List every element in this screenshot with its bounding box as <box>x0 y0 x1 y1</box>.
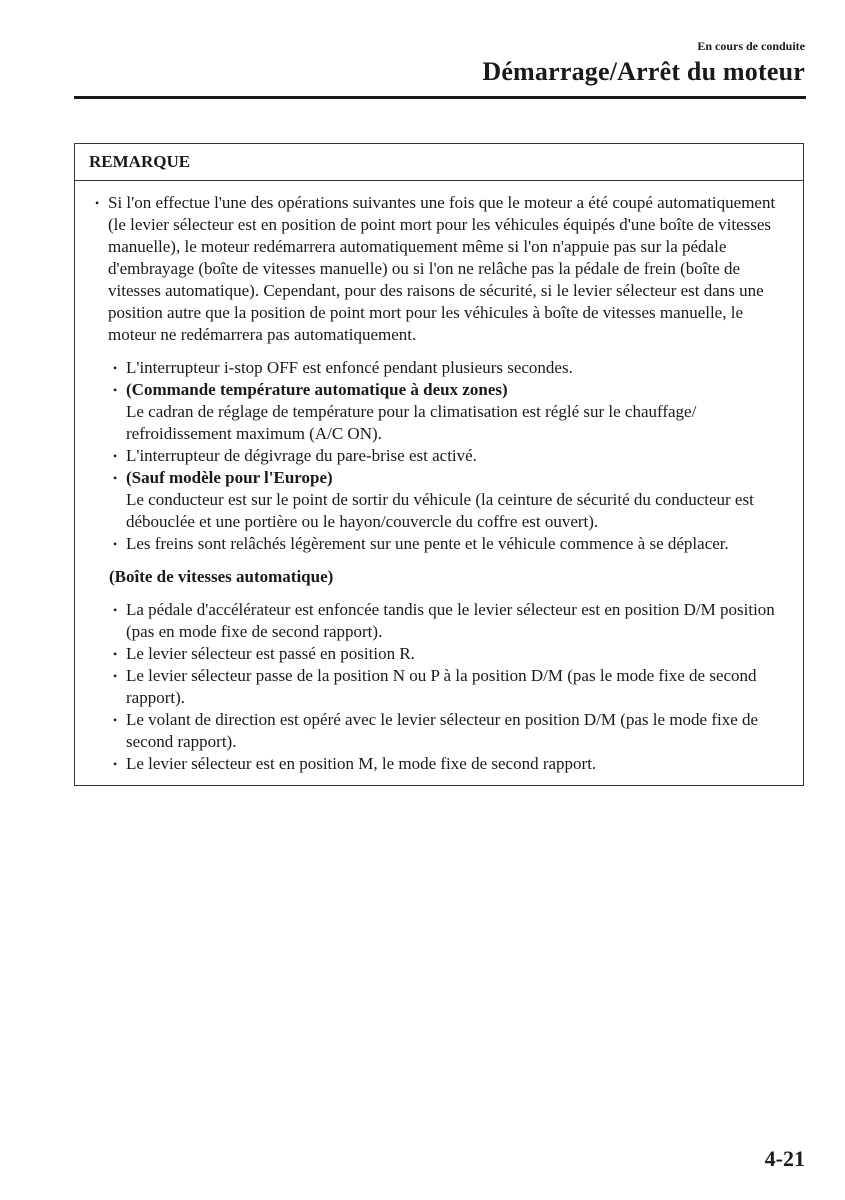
page-number: 4-21 <box>764 1146 805 1171</box>
list-item: • L'interrupteur de dégivrage du pare-brise est activé. <box>107 445 793 467</box>
list-item: • Le levier sélecteur est en position M, le mode fixe de second rapport. <box>107 753 793 775</box>
auto-heading: (Boîte de vitesses automatique) <box>109 567 334 586</box>
list-item: • Le volant de direction est opéré avec le levier sélecteur en position D/M (pas le mode fixe de second rapport). <box>107 709 793 753</box>
list-item <box>107 467 793 533</box>
list-item <box>107 379 793 445</box>
list-item: • La pédale d'accélérateur est enfoncée tandis que le levier sélecteur est en position D/M position (pas en mode fixe de second rapport). <box>107 599 793 643</box>
list-item: • L'interrupteur i-stop OFF est enfoncé pendant plusieurs secondes. <box>107 357 793 379</box>
section-name: En cours de conduite <box>697 39 805 53</box>
note-intro: • Si l'on effectue l'une des opérations suivantes une fois que le moteur a été coupé automatiquement (le levier sélecteur est en position de point mort pour les véhicules équipés d'une boîte de vitesses manuelle), le moteur redémarrera automatiquement même si l'on n'appuie pas sur la pédale d'embrayage (boîte de vitesses manuelle) ou si l'on ne relâche pas la pédale de frein (boîte de vitesses automatique). Cependant, pour des raisons de sécurité, si le levier sélecteur est dans une position autre que la position de point mort pour les véhicules à boîte de vitesses manuelle, le moteur ne redémarrera pas automatiquement. <box>89 192 793 346</box>
list-item-heading: • (Sauf modèle pour l'Europe) <box>126 468 333 487</box>
note-body <box>75 181 803 785</box>
note-heading: REMARQUE <box>75 144 803 181</box>
list-item-text: Le conducteur est sur le point de sortir du véhicule (la ceinture de sécurité du conducteur est débouclée et une portière ou le hayon/couvercle du coffre est ouvert). <box>126 490 754 531</box>
list-item-text: Le cadran de réglage de température pour la climatisation est réglé sur le chauffage/ refroidissement maximum (A/C ON). <box>126 402 697 443</box>
list-item: • Les freins sont relâchés légèrement sur une pente et le véhicule commence à se déplacer. <box>107 533 793 555</box>
page-title: Démarrage/Arrêt du moteur <box>482 57 805 86</box>
page-header <box>482 38 805 89</box>
list-item: • Le levier sélecteur passe de la position N ou P à la position D/M (pas le mode fixe de second rapport). <box>107 665 793 709</box>
list-item: • Le levier sélecteur est passé en position R. <box>107 643 793 665</box>
header-rule <box>74 96 806 99</box>
list-item-heading: • (Commande température automatique à deux zones) <box>126 380 508 399</box>
note-box <box>74 143 804 786</box>
